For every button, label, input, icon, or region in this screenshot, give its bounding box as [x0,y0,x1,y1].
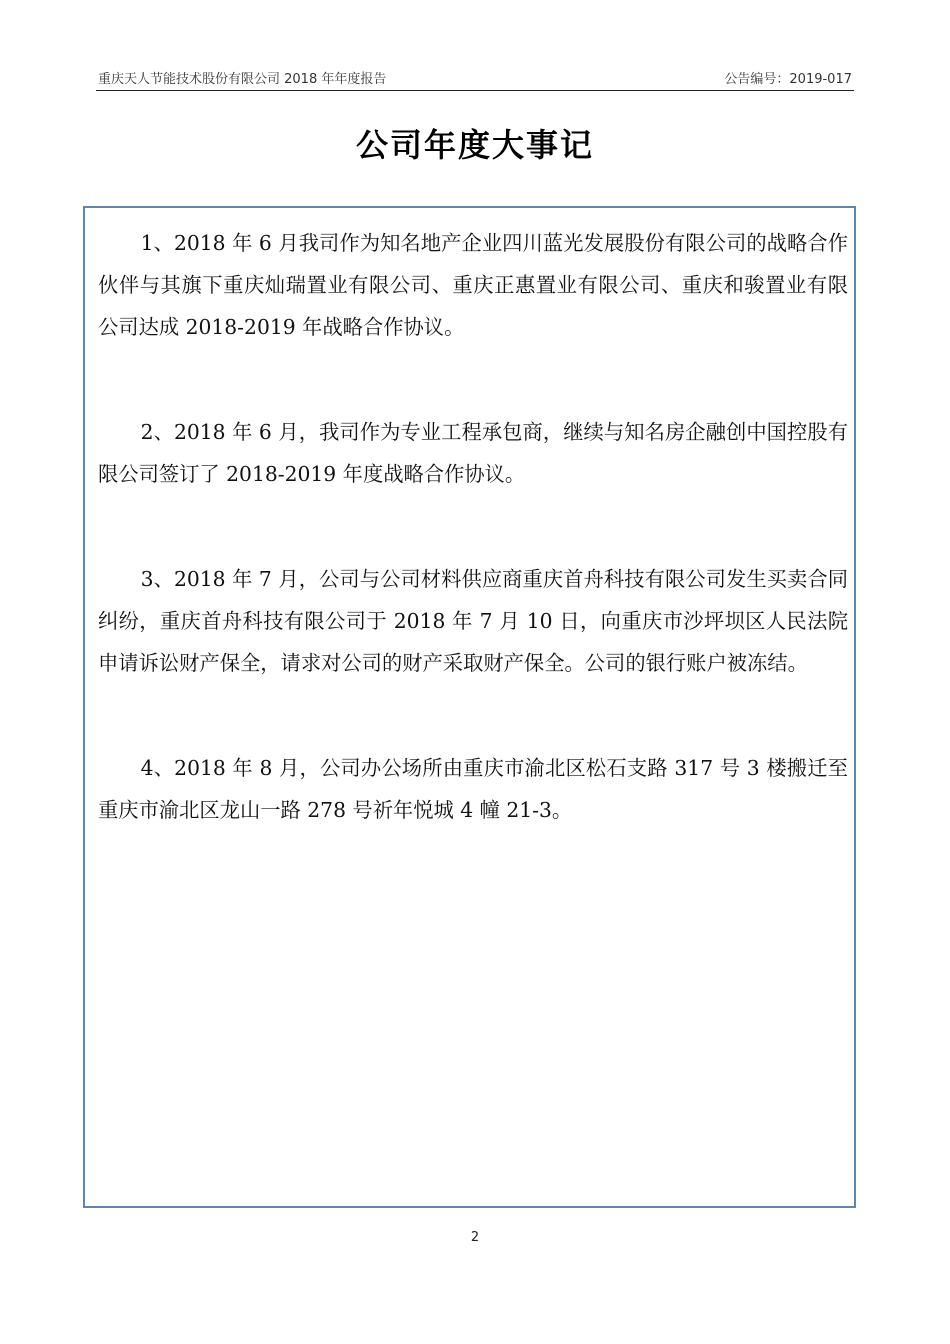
page-title: 公司年度大事记 [355,126,594,164]
header-company-report: 重庆天人节能技术股份有限公司 2018 年年度报告 [98,72,387,87]
page-header [96,64,854,91]
event-item-2: 2、2018 年 6 月，我司作为专业工程承包商，继续与知名房企融创中国控股有限公司签订了 2018-2019 年度战略合作协议。 [98,420,848,486]
page-number: 2 [470,1230,480,1245]
events-box [83,206,856,1208]
header-announcement-number: 公告编号：2019-017 [724,72,852,87]
events-list [98,222,848,831]
event-item-1: 1、2018 年 6 月我司作为知名地产企业四川蓝光发展股份有限公司的战略合作伙伴与其旗下重庆灿瑞置业有限公司、重庆正惠置业有限公司、重庆和骏置业有限公司达成 2018-2019 年战略合作协议。 [98,231,848,339]
event-item-4: 4、2018 年 8 月，公司办公场所由重庆市渝北区松石支路 317 号 3 楼搬迁至重庆市渝北区龙山一路 278 号祈年悦城 4 幢 21-3。 [98,756,848,822]
event-item-3: 3、2018 年 7 月，公司与公司材料供应商重庆首舟科技有限公司发生买卖合同纠纷，重庆首舟科技有限公司于 2018 年 7 月 10 日，向重庆市沙坪坝区人民法院申请诉讼财产保全，请求对公司的财产采取财产保全。公司的银行账户被冻结。 [98,567,848,675]
